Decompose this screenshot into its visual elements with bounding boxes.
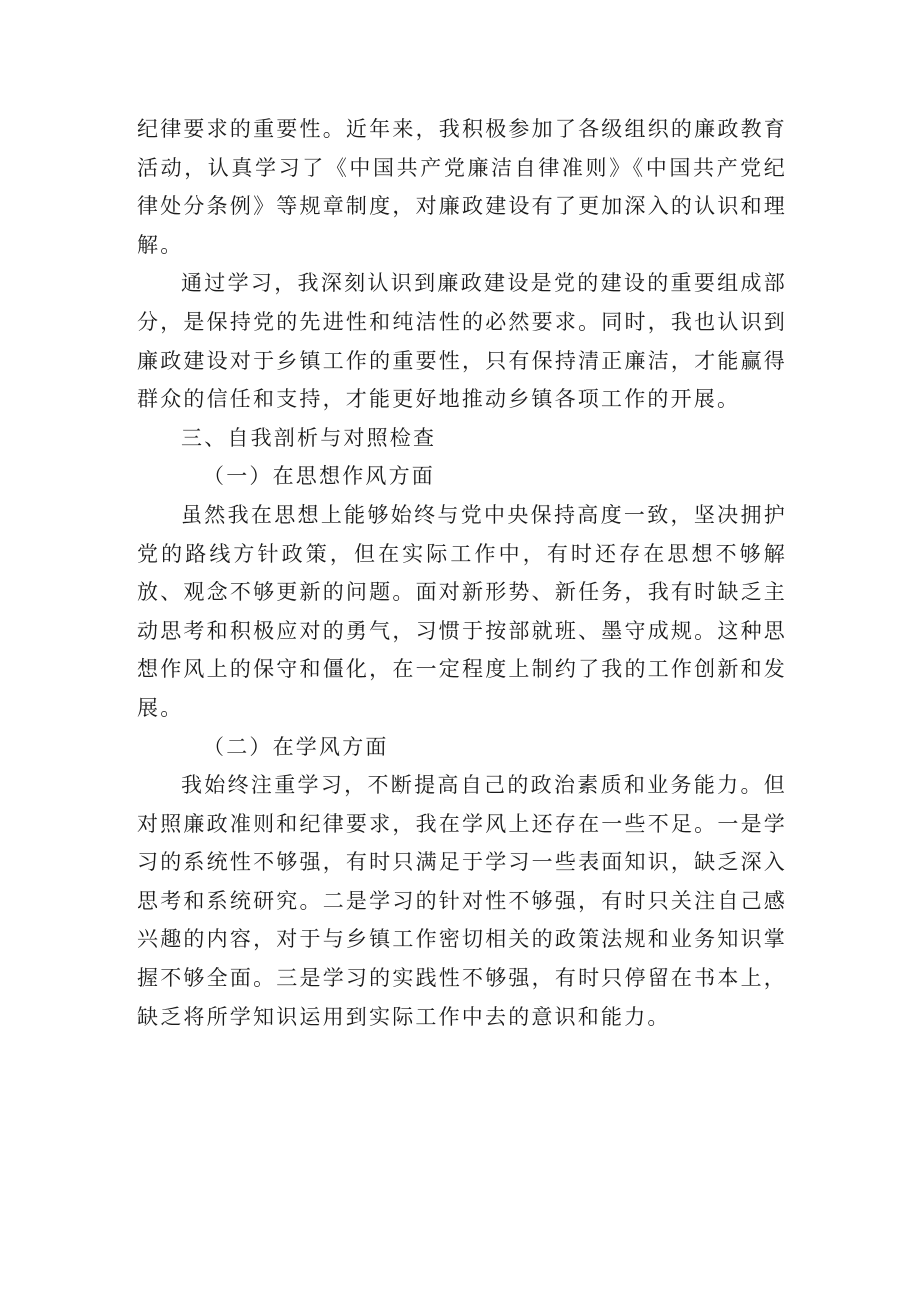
body-paragraph: 虽然我在思想上能够始终与党中央保持高度一致，坚决拥护党的路线方针政策，但在实际工作中，有时还存在思想不够解放、观念不够更新的问题。面对新形势、新任务，我有时缺乏主动思考和积极应对的勇气，习惯于按部就班、墨守成规。这种思想作风上的保守和僵化，在一定程度上制约了我的工作创新和发展。 [137,502,787,720]
body-paragraph: 我始终注重学习，不断提高自己的政治素质和业务能力。但对照廉政准则和纪律要求，我在学风上还存在一些不足。一是学习的系统性不够强，有时只满足于学习一些表面知识，缺乏深入思考和系统研究。二是学习的针对性不够强，有时只关注自己感兴趣的内容，对于与乡镇工作密切相关的政策法规和业务知识掌握不够全面。三是学习的实践性不够强，有时只停留在书本上，缺乏将所学知识运用到实际工作中去的意识和能力。 [137,773,787,1029]
body-paragraph: 通过学习，我深刻认识到廉政建设是党的建设的重要组成部分，是保持党的先进性和纯洁性的必然要求。同时，我也认识到廉政建设对于乡镇工作的重要性，只有保持清正廉洁，才能赢得群众的信任和支持，才能更好地推动乡镇各项工作的开展。 [137,271,787,412]
subsection-heading: （二）在学风方面 [203,734,389,759]
body-paragraph-continuation: 纪律要求的重要性。近年来，我积极参加了各级组织的廉政教育活动，认真学习了《中国共产党廉洁自律准则》《中国共产党纪律处分条例》等规章制度，对廉政建设有了更加深入的认识和理解。 [137,117,787,257]
section-heading: 三、自我剖析与对照检查 [181,425,437,450]
document-body [137,110,787,1036]
subsection-heading: （一）在思想作风方面 [203,464,435,489]
